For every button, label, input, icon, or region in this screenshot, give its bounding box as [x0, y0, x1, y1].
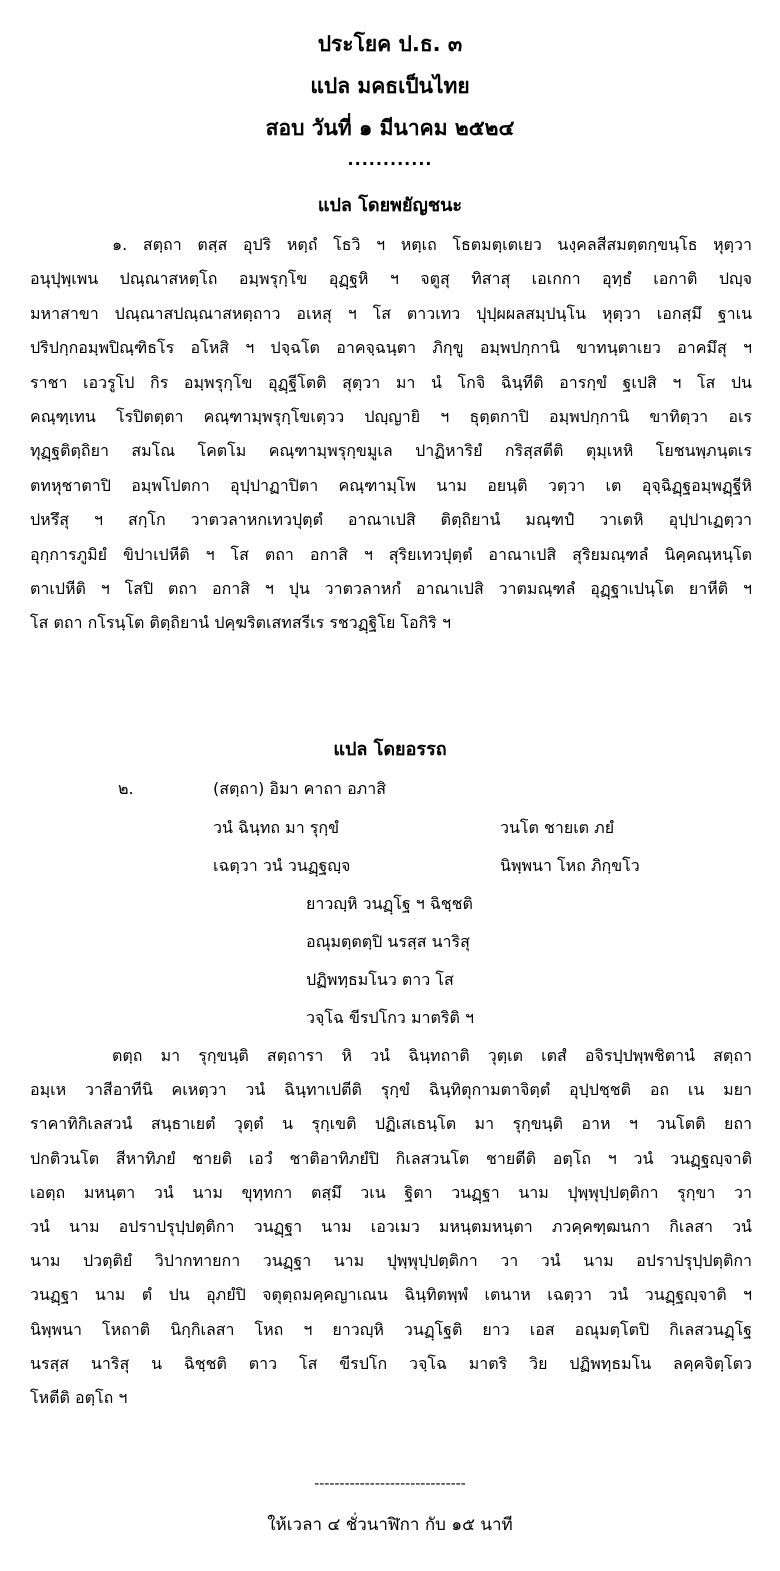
exam-date: สอบ วันที่ ๑ มีนาคม ๒๕๒๔	[265, 116, 515, 140]
section2-paragraph	[30, 1039, 752, 1415]
verse-line: ยาวญฺหิ วนฏฺโฐ ฯ ฉิชฺชติ	[306, 894, 473, 913]
question-number: ๒.	[118, 779, 134, 798]
exam-subject-title: แปล มคธเป็นไทย	[310, 74, 470, 98]
text-line: ตทหุชาตาปิ อมฺพโปตกา อุปฺปาฏาปิตา คณฺฑามฺโพ นาม อยนฺติ วตฺวา เต อุจฺฉิฏฺฐอมฺพฏฺฐีหิ	[30, 475, 752, 495]
header-separator: ............	[347, 150, 433, 169]
text-line: ๑. สตฺถา ตสฺส อุปริ หตฺถํ โธวิ ฯ หตฺเถ โธตมตฺเตเยว นงฺคลสีสมตฺตกฺขนฺโธ หุตฺวา	[112, 235, 752, 254]
text-line: ตาเปหีติ ฯ โสปิ ตถา อกาสิ ฯ ปุน วาตวลาหกํ อาณาเปสิ วาตมณฺฑลํ อุฏฺฐาเปนฺโต ยาหีติ ฯ	[30, 578, 752, 598]
text-line: วนํ นาม อปราปรุปฺปตฺติกา วนฏฺฐา นาม เอวเมว มหนฺตมหนฺตา ภวคฺคฑฺฒนกา กิเลสา วนํ	[30, 1216, 752, 1236]
section-title-literal: แปล โดยพยัญชนะ	[317, 195, 463, 216]
verse-line: เฉตฺวา วนํ วนฏฺฐญฺจ	[213, 856, 351, 875]
section1-paragraph	[30, 228, 752, 641]
text-line: ราชา เอวรูโป กิร อมฺพรุกฺโข อุฏฺฐีโตติ สุตฺวา มา นํ โกจิ ฉินฺทีติ อารกฺขํ ฐเปสิ ฯ โส ปน	[30, 372, 752, 392]
text-line: นิพฺพนา โหถาติ นิกฺกิเลสา โหถ ฯ ยาวญฺหิ วนฏฺโฐติ ยาว เอส อณุมตฺโตปิ กิเลสวนฏฺโฐ	[30, 1319, 752, 1339]
exam-level-title: ประโยค ป.ธ. ๓	[317, 32, 463, 56]
text-line: อนุปุพฺเพน ปณฺณาสหตฺโถ อมฺพรุกฺโข อุฏฺฐหิ ฯ จตูสุ ทิสาสุ เอเกกา อุทฺธํ เอกาติ ปญฺจ	[30, 269, 752, 289]
text-line: ปริปกฺกอมฺพปิณฺฑิธโร อโหสิ ฯ ปจฺฉโต อาคจฺฉนฺตา ภิกฺขู อมฺพปกฺกานิ ขาทนฺตาเยว อาคมึสุ ฯ	[30, 338, 752, 358]
text-line: ราคาทิกิเลสวนํ สนฺธาเยตํ วุตฺตํ น รุกฺเขติ ปฏิเสเธนฺโต มา รุกฺขนฺติ อาห ฯ วนโตติ ยถา	[30, 1114, 752, 1134]
text-line: นาม ปวตฺติยํ วิปากทายกา วนฏฺฐา นาม ปุพฺพุปฺปตฺติกา วา วนํ นาม อปราปรุปฺปตฺติกา	[30, 1251, 752, 1271]
verse-line: วนโต ชายเต ภยํ	[500, 818, 615, 837]
text-line: โหตีติ อตฺโถ ฯ	[30, 1387, 128, 1407]
time-allowed: ให้เวลา ๔ ชั่วนาฬิกา กับ ๑๕ นาที	[267, 1515, 513, 1535]
verse-line: วนํ ฉินฺทถ มา รุกฺขํ	[213, 818, 339, 837]
text-line: ทุฏฺฐติตฺถิยา สมโณ โคตโม คณฺฑามฺพรุกฺขมูเล ปาฏิหาริยํ กริสฺสตีติ ตุมฺเหหิ โยชนพฺภนฺตเร	[30, 441, 752, 461]
text-line: นรสฺส นาริสุ น ฉิชฺชติ ตาว โส ขีรปโก วจฺโฉ มาตริ วิย ปฏิพทฺธมโน ลคฺคจิตฺโตว	[30, 1353, 752, 1373]
text-line: โส ตถา กโรนฺโต ติตฺถิยานํ ปคฺฆริตเสทสรีเร รชวฏฺฐิโย โอกิริ ฯ	[30, 613, 451, 633]
verse-line: ปฏิพทฺธมโนว ตาว โส	[306, 970, 454, 989]
text-line: เอตฺถ มหนฺตา วนํ นาม ขุทฺทกา ตสฺมึ วเน ฐิตา วนฏฺฐา นาม ปุพฺพุปฺปตฺติกา รุกฺขา วา	[30, 1182, 752, 1202]
section-title-meaning: แปล โดยอรรถ	[333, 739, 447, 760]
text-line: อมฺเห วาสีอาทีนิ คเหตฺวา วนํ ฉินฺทาเปตีติ รุกฺขํ ฉินฺทิตุกามตาจิตฺตํ อุปฺปชฺชติ อถ เน มยา	[30, 1080, 752, 1100]
text-line: ปหรึสุ ฯ สกฺโก วาตวลาหกเทวปุตฺตํ อาณาเปสิ ติตฺถิยานํ มณฺฑปํ วาเตหิ อุปฺปาเฏตฺวา	[30, 510, 752, 530]
verse-line: นิพฺพนา โหถ ภิกฺขโว	[500, 856, 640, 875]
verse-intro: (สตฺถา) อิมา คาถา อภาสิ	[213, 779, 386, 798]
verse-line: วจฺโฉ ขีรปโกว มาตริติ ฯ	[306, 1008, 474, 1027]
text-line: ตตฺถ มา รุกฺขนฺติ สตฺถารา หิ วนํ ฉินฺทถาติ วุตฺเต เตสํ อจิรปฺปพฺพชิตานํ สตฺถา	[112, 1046, 752, 1065]
text-line: คณฺฑฺเทน โรปิตตฺตา คณฺฑามฺพรุกฺโขเตฺวว ปญฺญายิ ฯ ธุตฺตกาปิ อมฺพปกฺกานิ ขาทิตฺวา อเร	[30, 406, 752, 426]
verse-line: อณุมตฺตตฺปิ นรสฺส นาริสุ	[306, 932, 470, 951]
text-line: วนฏฺฐา นาม ตํ ปน อุภยํปิ จตุตฺถมคฺคญาเณน ฉินฺทิตพฺพํ เตนาห เฉตฺวา วนํ วนฏฺฐญฺจาติ ฯ	[30, 1285, 752, 1305]
text-line: อุกฺการภูมิยํ ขิปาเปหีติ ฯ โส ตถา อกาสิ ฯ สุริยเทวปุตฺตํ อาณาเปสิ สุริยมณฺฑลํ นิคฺคณฺหนฺโต	[30, 544, 752, 564]
footer-separator: ------------------------------	[314, 1476, 466, 1492]
text-line: ปกติวนโต สีหาทิภยํ ชายติ เอวํ ชาติอาทิภยํปิ กิเลสวนโต ชายตีติ อตฺโถ ฯ วนํ วนฏฺฐญฺจาติ	[30, 1148, 752, 1168]
text-line: มหาสาขา ปณฺณาสปณฺณาสหตฺถาว อเหสุ ฯ โส ตาวเทว ปุปฺผผลสมฺปนฺโน หุตฺวา เอกสฺมึ ฐาเน	[30, 303, 752, 323]
